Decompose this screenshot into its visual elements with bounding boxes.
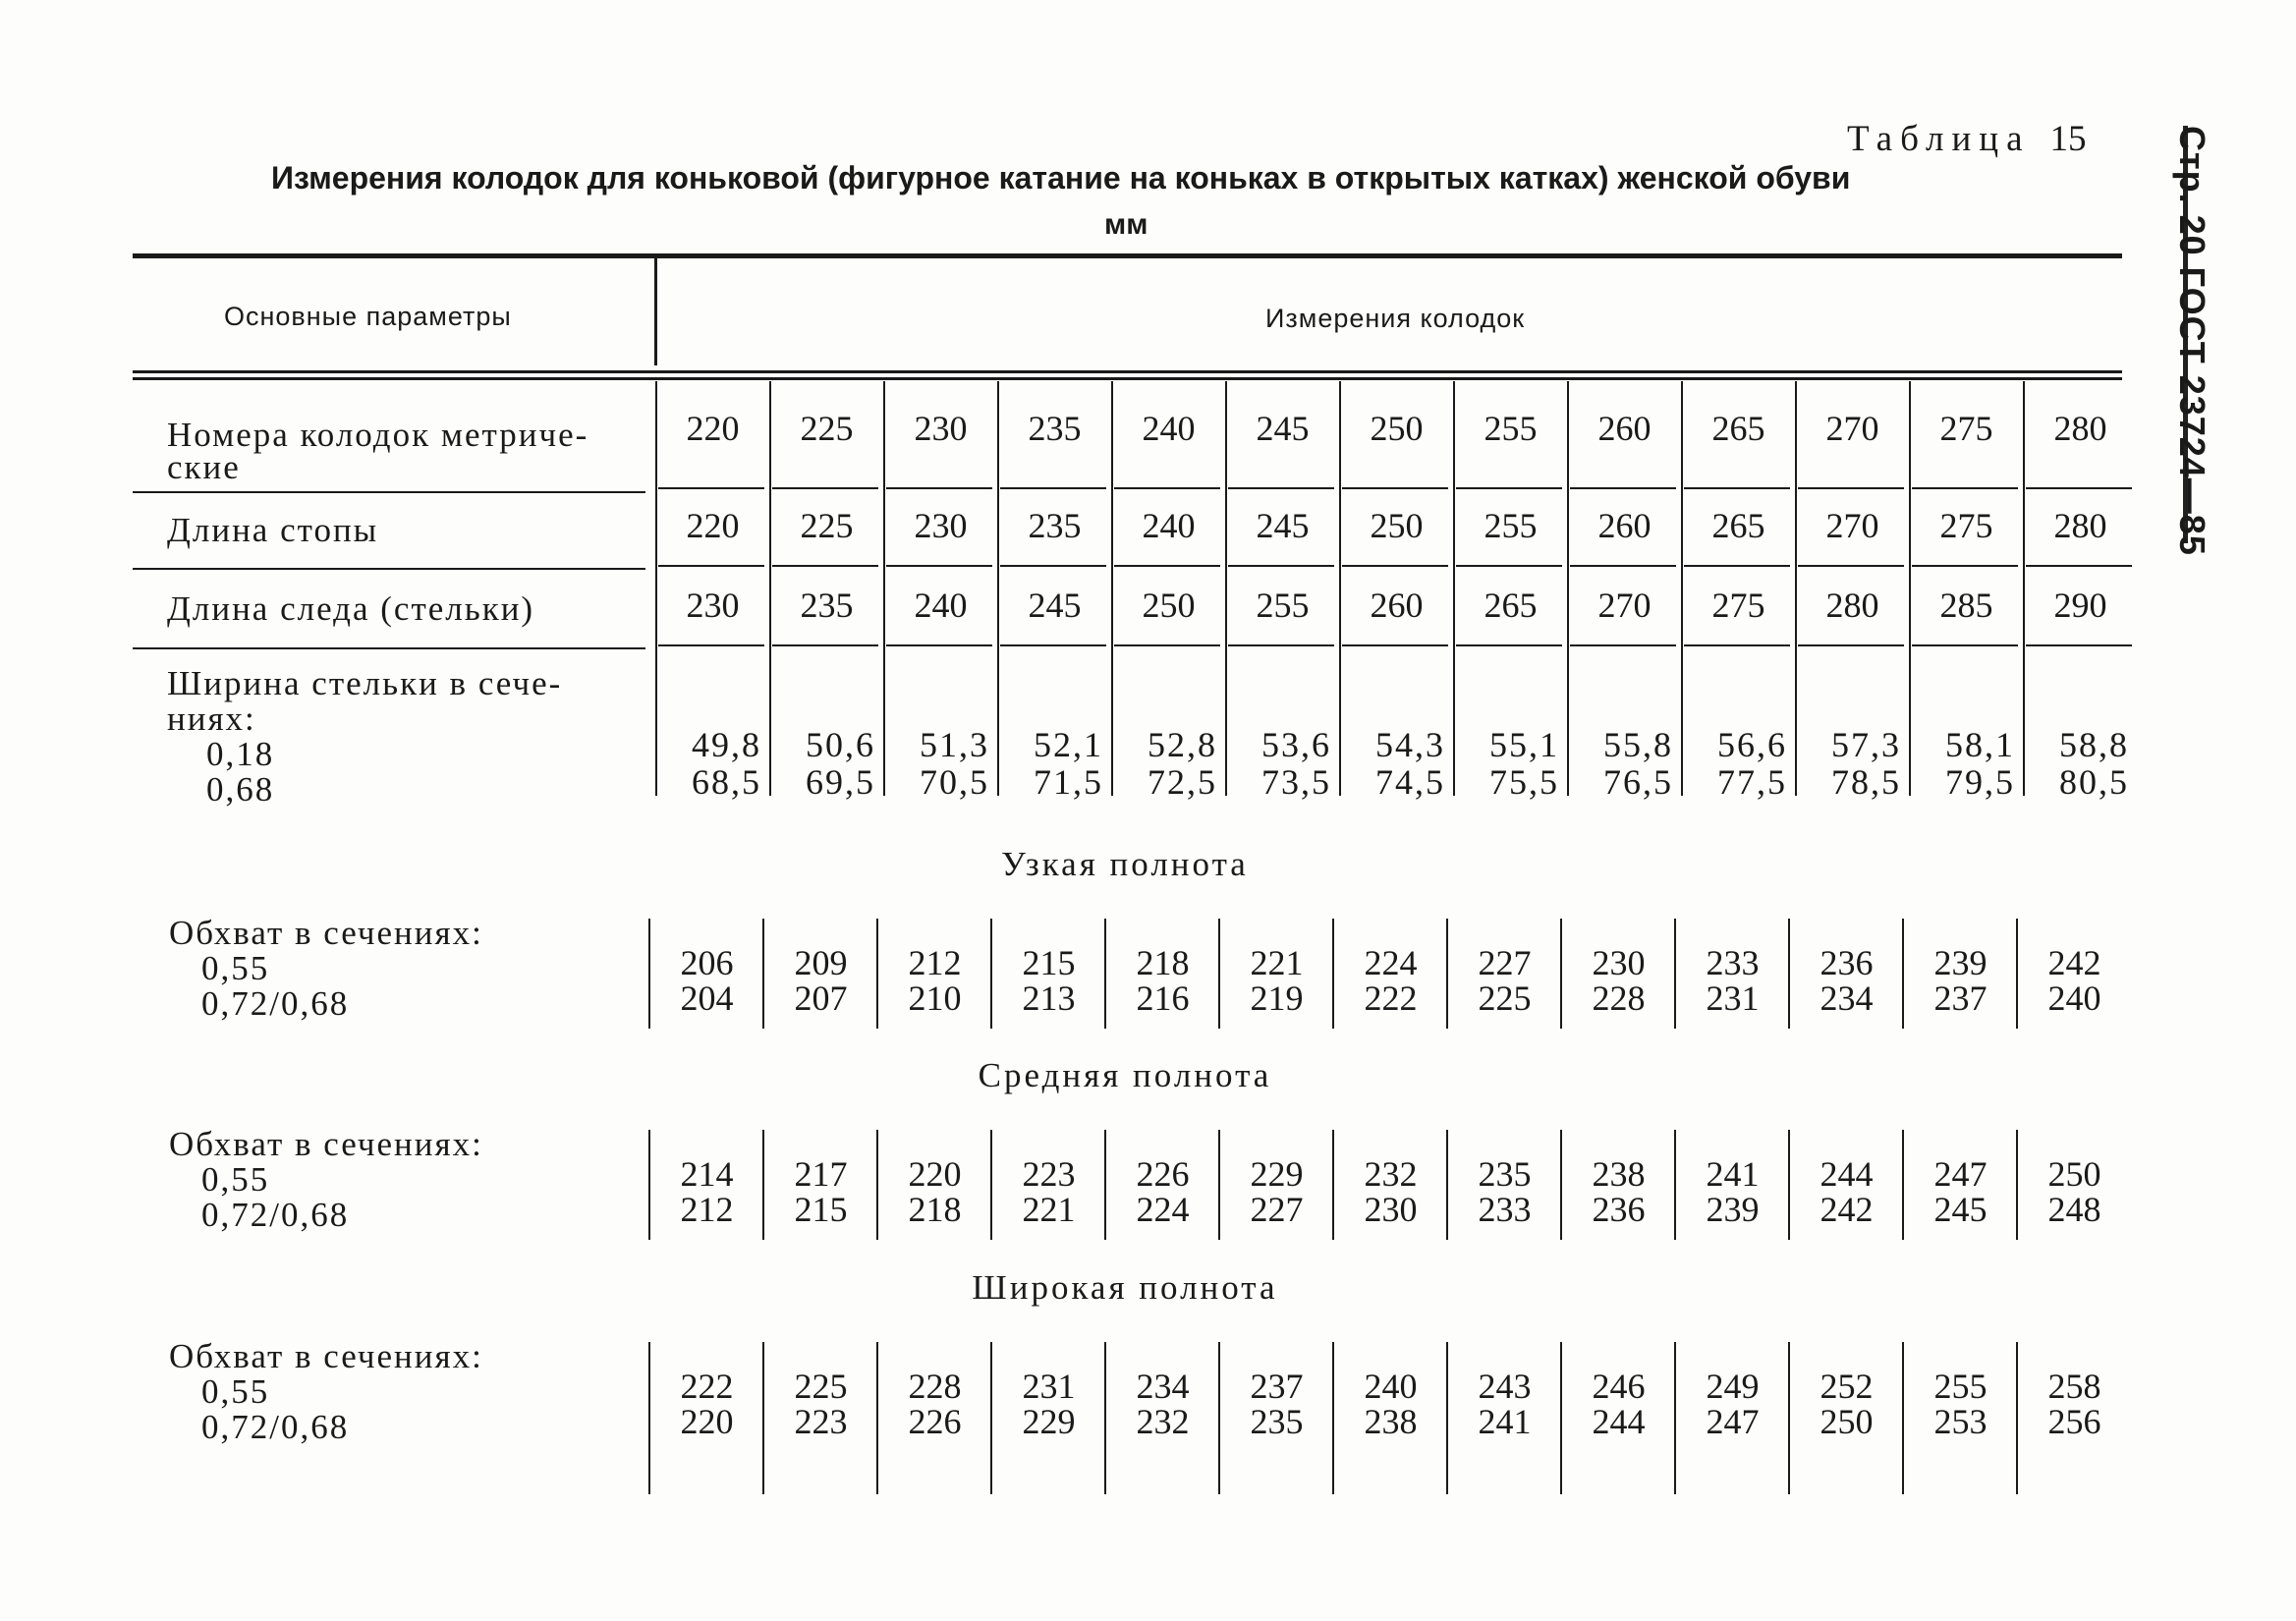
cell-rule [1114,565,1220,567]
value-072: 230 [1364,1190,1418,1229]
value-055: 238 [1592,1154,1646,1194]
group-row-label-main: Обхват в сечениях: [169,1125,483,1163]
side-header-text: Стр. 20 ГОСТ 23724—85 [2172,126,2212,556]
value-055: 244 [1820,1154,1874,1194]
value-055: 235 [1478,1154,1532,1194]
table-cell [1334,1369,1447,1439]
value-072: 248 [2047,1190,2101,1229]
group-row-label-sec2: 0,72/0,68 [201,1408,350,1446]
group-row-label-main: Обхват в сечениях: [169,914,483,952]
value-055: 220 [908,1154,962,1194]
cell-rule [1570,565,1676,567]
table-cell [1790,945,1903,1016]
value-055: 231 [1022,1367,1076,1406]
value-055: 242 [2047,943,2101,982]
value-055: 246 [1592,1367,1646,1406]
value-055: 223 [1022,1154,1076,1194]
group-row-label-main: Обхват в сечениях: [169,1337,483,1375]
table-cell [1790,1369,1903,1439]
table-cell [1334,945,1447,1016]
cell-rule [658,644,764,646]
group-row-label [169,1127,483,1233]
value-072: 219 [1250,978,1304,1018]
table-cell: 240 [1142,409,1196,448]
value-072: 212 [680,1190,734,1229]
table-cell: 230 [686,586,740,625]
table-cell: 275 [1939,409,1993,448]
value-055: 252 [1820,1367,1874,1406]
table-cell [878,1156,991,1227]
table-cell: 68,5 [692,762,761,802]
value-055: 224 [1364,943,1418,982]
table-cell [1106,945,1219,1016]
value-072: 215 [794,1190,848,1229]
table-cell: 260 [1597,506,1652,545]
table-cell: 235 [800,586,854,625]
table-cell: 71,5 [1034,762,1103,802]
value-072: 241 [1478,1402,1532,1441]
cell-rule [1456,565,1562,567]
cell-rule [1228,565,1334,567]
row-label-shirina-sec2: 0,68 [206,770,275,809]
table-cell [1220,1369,1333,1439]
table-cell [1448,1156,1561,1227]
value-055: 229 [1250,1154,1304,1194]
value-072: 247 [1706,1402,1760,1441]
table-cell: 230 [914,409,968,448]
cell-rule [772,644,878,646]
value-055: 240 [1364,1367,1418,1406]
row-label-dlina-sleda: Длина следа (стельки) [167,589,535,628]
value-055: 212 [908,943,962,982]
table-cell: 50,6 [806,725,875,764]
value-055: 243 [1478,1367,1532,1406]
table-cell [1106,1369,1219,1439]
value-072: 204 [680,978,734,1018]
cell-rule [1342,644,1448,646]
row-rule-1-label [133,491,645,493]
table-cell [2018,945,2131,1016]
value-055: 209 [794,943,848,982]
value-072: 224 [1136,1190,1190,1229]
value-055: 239 [1933,943,1988,982]
table-cell: 75,5 [1489,762,1559,802]
table-cell [1106,1156,1219,1227]
cell-rule [1228,487,1334,489]
value-072: 223 [794,1402,848,1441]
value-072: 240 [2047,978,2101,1018]
value-055: 215 [1022,943,1076,982]
row-label-shirina-line2: ниях: [167,699,256,738]
table-cell: 72,5 [1148,762,1217,802]
value-072: 210 [908,978,962,1018]
table-cell [992,1369,1105,1439]
table-cell: 80,5 [2059,762,2129,802]
table-label-text: Таблица [1847,119,2031,159]
cell-rule [1000,487,1106,489]
cell-rule [1114,644,1220,646]
table-cell: 285 [1939,586,1993,625]
row-rule-2-label [133,568,645,570]
cell-rule [1228,644,1334,646]
table-cell [650,1369,763,1439]
table-label [1847,118,2087,160]
table-cell: 58,1 [1945,725,2015,764]
table-cell: 55,8 [1603,725,1673,764]
value-072: 221 [1022,1190,1076,1229]
column-header-params: Основные параметры [224,302,512,331]
table-cell: 225 [800,409,854,448]
table-cell: 245 [1256,506,1310,545]
table-cell: 280 [2053,409,2107,448]
value-072: 207 [794,978,848,1018]
cell-rule [1342,565,1448,567]
table-cell: 260 [1370,586,1424,625]
row-label-shirina-sec1: 0,18 [206,735,275,773]
value-072: 245 [1933,1190,1988,1229]
table-cell: 240 [914,586,968,625]
table-cell: 265 [1484,586,1538,625]
cell-rule [2026,644,2132,646]
table-cell: 73,5 [1261,762,1331,802]
value-072: 253 [1933,1402,1988,1441]
group-row-label-sec1: 0,55 [201,949,270,987]
table-cell: 51,3 [920,725,989,764]
value-055: 237 [1250,1367,1304,1406]
section-title: Средняя полнота [978,1056,1272,1094]
value-055: 241 [1706,1154,1760,1194]
cell-rule [1342,487,1448,489]
value-072: 227 [1250,1190,1304,1229]
row-label-nomera-line1: Номера колодок метриче- [167,416,589,454]
table-cell [992,1156,1105,1227]
value-055: 206 [680,943,734,982]
value-072: 256 [2047,1402,2101,1441]
value-072: 238 [1364,1402,1418,1441]
table-cell: 57,3 [1831,725,1901,764]
table-cell [1220,945,1333,1016]
value-072: 232 [1136,1402,1190,1441]
row-label-dlina-stopy: Длина стопы [167,511,379,549]
table-cell [1904,1369,2017,1439]
value-055: 232 [1364,1154,1418,1194]
value-072: 237 [1933,978,1988,1018]
table-cell [764,1369,877,1439]
group-row-label-sec2: 0,72/0,68 [201,984,350,1023]
table-cell [650,945,763,1016]
value-072: 216 [1136,978,1190,1018]
cell-rule [1798,644,1904,646]
value-055: 225 [794,1367,848,1406]
value-072: 244 [1592,1402,1646,1441]
table-cell: 53,6 [1261,725,1331,764]
table-cell [1676,1369,1789,1439]
header-bottom-rule-1 [133,370,2122,373]
table-cell: 290 [2053,586,2107,625]
cell-rule [1912,644,2018,646]
table-cell: 250 [1142,586,1196,625]
cell-rule [886,565,992,567]
row-rule-3-label [133,647,645,649]
cell-rule [658,565,764,567]
table-cell: 235 [1028,409,1082,448]
table-cell: 77,5 [1717,762,1787,802]
table-cell: 275 [1711,586,1765,625]
table-cell [1562,1369,1675,1439]
table-cell: 76,5 [1603,762,1673,802]
table-cell [764,1156,877,1227]
value-072: 234 [1820,978,1874,1018]
table-cell [650,1156,763,1227]
table-cell: 70,5 [920,762,989,802]
table-cell [764,945,877,1016]
cell-rule [1798,487,1904,489]
table-cell: 79,5 [1945,762,2015,802]
table-cell [1904,945,2017,1016]
value-072: 220 [680,1402,734,1441]
table-cell: 255 [1484,506,1538,545]
table-cell: 270 [1825,506,1879,545]
value-055: 218 [1136,943,1190,982]
cell-rule [1456,644,1562,646]
table-cell: 265 [1711,506,1765,545]
cell-rule [1114,487,1220,489]
table-unit: мм [1104,208,1148,241]
value-055: 258 [2047,1367,2101,1406]
table-cell: 255 [1484,409,1538,448]
table-cell [1790,1156,1903,1227]
table-title: Измерения колодок для коньковой (фигурное катание на коньках в открытых катках) женской обуви [271,160,1851,196]
value-072: 228 [1592,978,1646,1018]
table-cell [1220,1156,1333,1227]
table-cell: 56,6 [1717,725,1787,764]
cell-rule [886,487,992,489]
value-072: 233 [1478,1190,1532,1229]
value-055: 226 [1136,1154,1190,1194]
cell-rule [1798,565,1904,567]
value-055: 233 [1706,943,1760,982]
value-055: 217 [794,1154,848,1194]
cell-rule [886,644,992,646]
table-cell: 270 [1825,409,1879,448]
table-cell: 52,1 [1034,725,1103,764]
section-title: Узкая полнота [1001,845,1249,883]
table-cell [1334,1156,1447,1227]
table-cell: 240 [1142,506,1196,545]
table-cell [878,945,991,1016]
value-055: 234 [1136,1367,1190,1406]
value-072: 213 [1022,978,1076,1018]
table-cell: 220 [686,409,740,448]
row-label-shirina [167,666,562,808]
table-cell: 69,5 [806,762,875,802]
value-072: 239 [1706,1190,1760,1229]
table-cell: 55,1 [1489,725,1559,764]
value-072: 229 [1022,1402,1076,1441]
cell-rule [1684,487,1790,489]
row-label-shirina-line1: Ширина стельки в сече- [167,664,563,702]
section-title: Широкая полнота [972,1268,1278,1307]
table-cell [1676,945,1789,1016]
value-072: 235 [1250,1402,1304,1441]
table-cell [2018,1156,2131,1227]
value-055: 227 [1478,943,1532,982]
cell-rule [1570,644,1676,646]
table-cell: 225 [800,506,854,545]
table-cell: 220 [686,506,740,545]
cell-rule [2026,487,2132,489]
group-row-label-sec1: 0,55 [201,1160,270,1199]
header-bottom-rule-2 [133,377,2122,380]
table-cell: 230 [914,506,968,545]
table-cell: 280 [2053,506,2107,545]
value-072: 225 [1478,978,1532,1018]
table-cell: 54,3 [1375,725,1445,764]
table-cell: 280 [1825,586,1879,625]
header-top-rule [133,253,2122,258]
table-cell: 250 [1370,409,1424,448]
group-row-label [169,916,483,1022]
row-label-nomera [167,416,589,486]
table-cell: 255 [1256,586,1310,625]
value-055: 221 [1250,943,1304,982]
cell-rule [1912,487,2018,489]
value-055: 255 [1933,1367,1988,1406]
group-row-label-sec2: 0,72/0,68 [201,1196,350,1234]
column-header-measurements: Измерения колодок [1265,304,1526,333]
value-055: 230 [1592,943,1646,982]
table-cell: 270 [1597,586,1652,625]
value-055: 247 [1933,1154,1988,1194]
cell-rule [772,565,878,567]
table-cell [1904,1156,2017,1227]
value-072: 226 [908,1402,962,1441]
value-072: 250 [1820,1402,1874,1441]
cell-rule [1000,644,1106,646]
value-072: 231 [1706,978,1760,1018]
cell-rule [1912,565,2018,567]
table-cell: 250 [1370,506,1424,545]
table-cell: 245 [1028,586,1082,625]
table-cell [1448,1369,1561,1439]
table-cell: 49,8 [692,725,761,764]
group-row-label [169,1339,483,1445]
table-cell: 74,5 [1375,762,1445,802]
value-055: 222 [680,1367,734,1406]
table-cell: 265 [1711,409,1765,448]
table-cell: 78,5 [1831,762,1901,802]
cell-rule [1456,487,1562,489]
value-072: 236 [1592,1190,1646,1229]
table-cell [1562,945,1675,1016]
table-cell: 235 [1028,506,1082,545]
cell-rule [1684,644,1790,646]
cell-rule [1570,487,1676,489]
cell-rule [1000,565,1106,567]
table-cell [992,945,1105,1016]
cell-rule [2026,565,2132,567]
value-055: 249 [1706,1367,1760,1406]
table-cell [1562,1156,1675,1227]
header-divider [654,257,657,365]
table-cell: 245 [1256,409,1310,448]
group-row-label-sec1: 0,55 [201,1372,270,1411]
table-cell [1676,1156,1789,1227]
value-055: 236 [1820,943,1874,982]
row-label-nomera-line2: ские [167,448,241,486]
value-055: 250 [2047,1154,2101,1194]
side-header [2172,126,2242,556]
table-cell [2018,1369,2131,1439]
table-cell: 58,8 [2059,725,2129,764]
value-055: 228 [908,1367,962,1406]
table-cell: 275 [1939,506,1993,545]
cell-rule [772,487,878,489]
value-072: 242 [1820,1190,1874,1229]
table-cell [1448,945,1561,1016]
value-055: 214 [680,1154,734,1194]
cell-rule [1684,565,1790,567]
table-cell: 52,8 [1148,725,1217,764]
value-072: 218 [908,1190,962,1229]
table-cell: 260 [1597,409,1652,448]
cell-rule [658,487,764,489]
table-number: 15 [2049,119,2087,159]
table-cell [878,1369,991,1439]
value-072: 222 [1364,978,1418,1018]
